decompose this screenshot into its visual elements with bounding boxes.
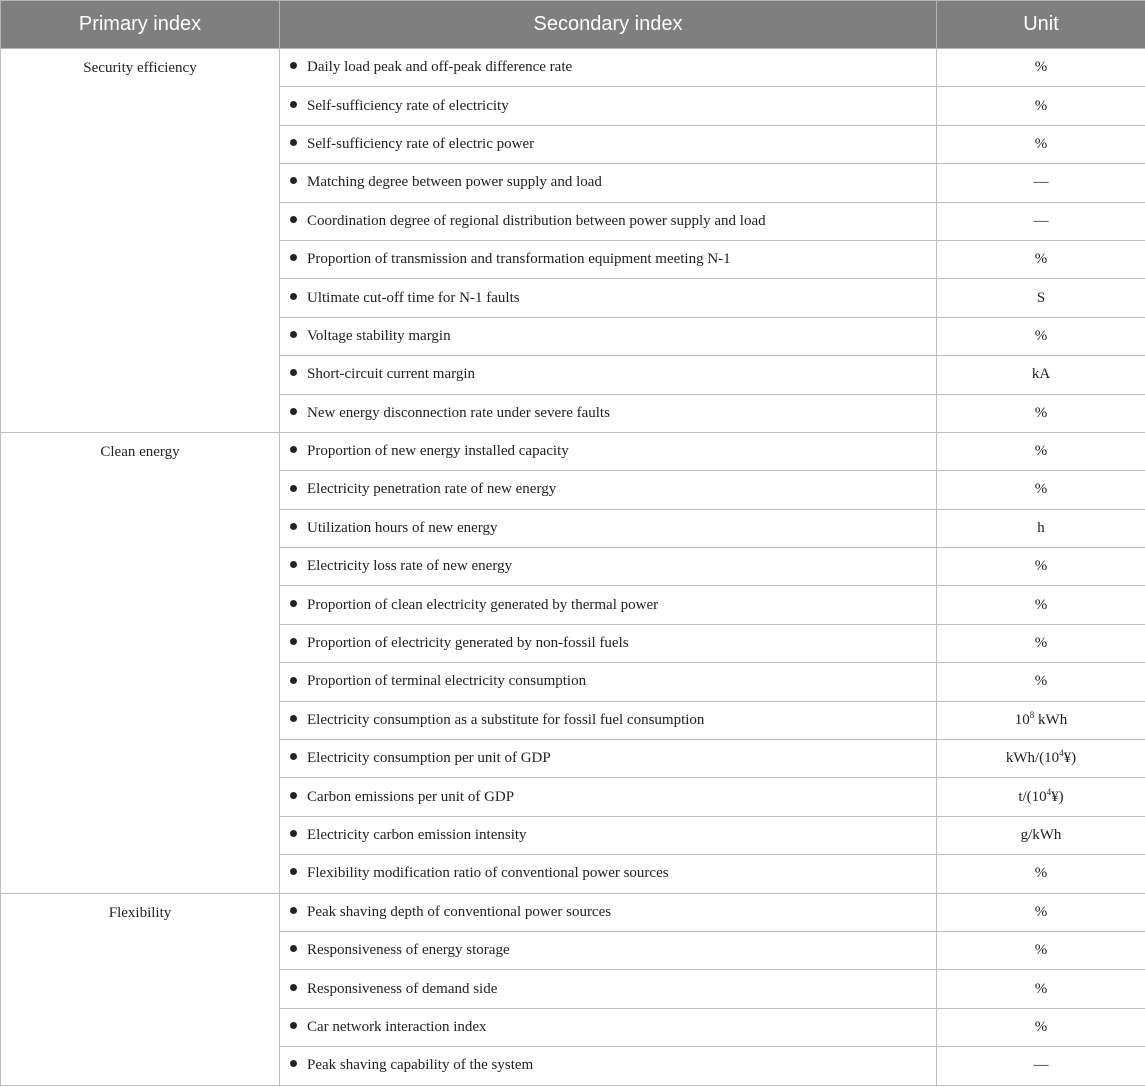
secondary-index-label: Daily load peak and off-peak difference rate	[307, 59, 573, 76]
secondary-index-cell	[280, 202, 937, 240]
secondary-index-cell	[280, 701, 937, 739]
header-primary-index: Primary index	[1, 1, 280, 49]
secondary-index-cell	[280, 471, 937, 509]
secondary-index-cell	[280, 509, 937, 547]
secondary-index-label: Carbon emissions per unit of GDP	[307, 788, 515, 805]
bullet-icon	[290, 984, 297, 991]
secondary-index-cell	[280, 356, 937, 394]
secondary-index-label: Ultimate cut-off time for N-1 faults	[307, 289, 520, 306]
unit-cell	[937, 931, 1145, 969]
unit-cell	[937, 471, 1145, 509]
unit-suffix: ¥)	[1063, 750, 1077, 767]
unit-cell	[937, 202, 1145, 240]
secondary-index-label: Peak shaving depth of conventional power sources	[307, 903, 612, 920]
secondary-index-label: Electricity carbon emission intensity	[307, 827, 527, 843]
unit-text: h	[1037, 519, 1045, 536]
unit-cell	[937, 164, 1145, 202]
header-secondary-index: Secondary index	[280, 1, 937, 49]
header-unit: Unit	[937, 1, 1145, 49]
bullet-icon	[290, 523, 297, 530]
bullet-icon	[290, 139, 297, 146]
secondary-index-label: Proportion of clean electricity generated by thermal power	[307, 596, 659, 613]
secondary-index-cell	[280, 394, 937, 432]
unit-text: t/(10	[1018, 788, 1047, 805]
bullet-icon	[290, 945, 297, 952]
unit-cell	[937, 548, 1145, 586]
secondary-index-cell	[280, 970, 937, 1008]
secondary-index-cell	[280, 240, 937, 278]
bullet-icon	[290, 753, 297, 760]
secondary-index-cell	[280, 432, 937, 470]
bullet-icon	[290, 792, 297, 799]
unit-text: %	[1034, 443, 1048, 460]
secondary-index-label: Self-sufficiency rate of electric power	[307, 135, 535, 152]
secondary-index-cell	[280, 164, 937, 202]
bullet-icon	[290, 254, 297, 261]
secondary-index-label: Responsiveness of energy storage	[307, 942, 510, 959]
unit-cell	[937, 816, 1145, 854]
unit-text: kA	[1031, 366, 1051, 383]
secondary-index-cell	[280, 931, 937, 969]
secondary-index-cell	[280, 279, 937, 317]
table-row	[1, 432, 1145, 470]
secondary-index-cell	[280, 548, 937, 586]
bullet-icon	[290, 331, 297, 338]
primary-index-cell: Flexibility	[1, 893, 280, 1085]
bullet-icon	[290, 600, 297, 607]
unit-text: %	[1034, 558, 1048, 575]
secondary-index-label: Electricity consumption as a substitute for fossil fuel consumption	[307, 711, 705, 728]
unit-text: %	[1034, 327, 1048, 344]
unit-cell	[937, 356, 1145, 394]
bullet-icon	[290, 1060, 297, 1067]
secondary-index-label: Peak shaving capability of the system	[307, 1057, 534, 1074]
unit-cell	[937, 893, 1145, 931]
unit-text: %	[1034, 59, 1048, 76]
unit-text: %	[1034, 596, 1048, 613]
unit-exponent: 4	[1059, 748, 1064, 759]
unit-text: 10	[1014, 711, 1030, 728]
secondary-index-cell	[280, 740, 937, 778]
secondary-index-cell	[280, 816, 937, 854]
secondary-index-cell	[280, 87, 937, 125]
secondary-index-label: Short-circuit current margin	[307, 366, 476, 383]
bullet-icon	[290, 561, 297, 568]
unit-text: %	[1034, 1018, 1048, 1035]
unit-cell	[937, 740, 1145, 778]
bullet-icon	[290, 677, 297, 684]
unit-suffix: kWh	[1034, 711, 1068, 728]
bullet-icon	[290, 177, 297, 184]
secondary-index-label: Responsiveness of demand side	[307, 980, 498, 997]
table-header	[1, 1, 1145, 49]
secondary-index-label: Utilization hours of new energy	[307, 519, 498, 536]
unit-text: %	[1034, 903, 1048, 920]
bullet-icon	[290, 408, 297, 415]
secondary-index-label: New energy disconnection rate under severe faults	[307, 404, 610, 421]
unit-text: %	[1034, 980, 1048, 997]
secondary-index-label: Self-sufficiency rate of electricity	[307, 97, 509, 114]
secondary-index-label: Voltage stability margin	[307, 327, 451, 344]
unit-cell	[937, 509, 1145, 547]
secondary-index-label: Car network interaction index	[307, 1018, 487, 1035]
secondary-index-label: Coordination degree of regional distribution between power supply and load	[307, 212, 766, 229]
unit-suffix: ¥)	[1051, 788, 1064, 805]
unit-text: kWh/(10	[1005, 750, 1060, 767]
unit-text: —	[1033, 1057, 1049, 1074]
unit-cell	[937, 586, 1145, 624]
unit-cell	[937, 1008, 1145, 1046]
unit-text: g/kWh	[1020, 827, 1062, 843]
unit-cell	[937, 49, 1145, 87]
unit-cell	[937, 855, 1145, 893]
unit-cell	[937, 701, 1145, 739]
unit-cell	[937, 279, 1145, 317]
bullet-icon	[290, 1022, 297, 1029]
unit-text: %	[1034, 251, 1048, 268]
secondary-index-label: Matching degree between power supply and load	[307, 174, 602, 191]
bullet-icon	[290, 830, 297, 837]
secondary-index-label: Proportion of transmission and transformation equipment meeting N-1	[307, 251, 731, 268]
unit-cell	[937, 394, 1145, 432]
bullet-icon	[290, 216, 297, 223]
unit-cell	[937, 240, 1145, 278]
unit-cell	[937, 432, 1145, 470]
table-row	[1, 49, 1145, 87]
unit-text: %	[1034, 635, 1048, 652]
secondary-index-label: Proportion of electricity generated by non-fossil fuels	[307, 635, 629, 652]
unit-cell	[937, 1047, 1145, 1085]
secondary-index-cell	[280, 1008, 937, 1046]
bullet-icon	[290, 868, 297, 875]
unit-cell	[937, 317, 1145, 355]
bullet-icon	[290, 715, 297, 722]
secondary-index-label: Electricity loss rate of new energy	[307, 558, 513, 575]
unit-text: %	[1034, 481, 1048, 498]
table-body	[1, 49, 1145, 1086]
unit-cell	[937, 663, 1145, 701]
secondary-index-cell	[280, 49, 937, 87]
unit-text: —	[1033, 212, 1049, 229]
secondary-index-cell	[280, 893, 937, 931]
secondary-index-cell	[280, 125, 937, 163]
unit-cell	[937, 87, 1145, 125]
primary-index-cell: Clean energy	[1, 432, 280, 893]
unit-cell	[937, 970, 1145, 1008]
secondary-index-label: Flexibility modification ratio of conventional power sources	[307, 865, 669, 882]
unit-text: %	[1034, 865, 1048, 882]
secondary-index-cell	[280, 855, 937, 893]
secondary-index-cell	[280, 663, 937, 701]
unit-cell	[937, 778, 1145, 816]
unit-cell	[937, 125, 1145, 163]
secondary-index-label: Proportion of new energy installed capacity	[307, 443, 569, 460]
bullet-icon	[290, 446, 297, 453]
secondary-index-label: Proportion of terminal electricity consumption	[307, 673, 587, 690]
header-row	[1, 1, 1145, 49]
secondary-index-cell	[280, 317, 937, 355]
unit-cell	[937, 624, 1145, 662]
secondary-index-cell	[280, 624, 937, 662]
bullet-icon	[290, 485, 297, 492]
secondary-index-cell	[280, 778, 937, 816]
unit-text: S	[1036, 289, 1046, 306]
bullet-icon	[290, 101, 297, 108]
unit-text: %	[1034, 673, 1048, 690]
primary-index-cell: Security efficiency	[1, 49, 280, 433]
unit-text: %	[1034, 404, 1048, 421]
bullet-icon	[290, 369, 297, 376]
unit-text: —	[1033, 174, 1049, 191]
secondary-index-cell	[280, 586, 937, 624]
secondary-index-label: Electricity penetration rate of new energy	[307, 481, 557, 498]
bullet-icon	[290, 293, 297, 300]
table-row	[1, 893, 1145, 931]
unit-text: %	[1034, 97, 1048, 114]
unit-text: %	[1034, 942, 1048, 959]
bullet-icon	[290, 638, 297, 645]
unit-exponent: 8	[1029, 709, 1035, 720]
secondary-index-label: Electricity consumption per unit of GDP	[307, 750, 551, 767]
bullet-icon	[290, 907, 297, 914]
unit-text: %	[1034, 135, 1048, 152]
secondary-index-cell	[280, 1047, 937, 1085]
bullet-icon	[290, 62, 297, 69]
unit-exponent: 4	[1046, 786, 1052, 797]
